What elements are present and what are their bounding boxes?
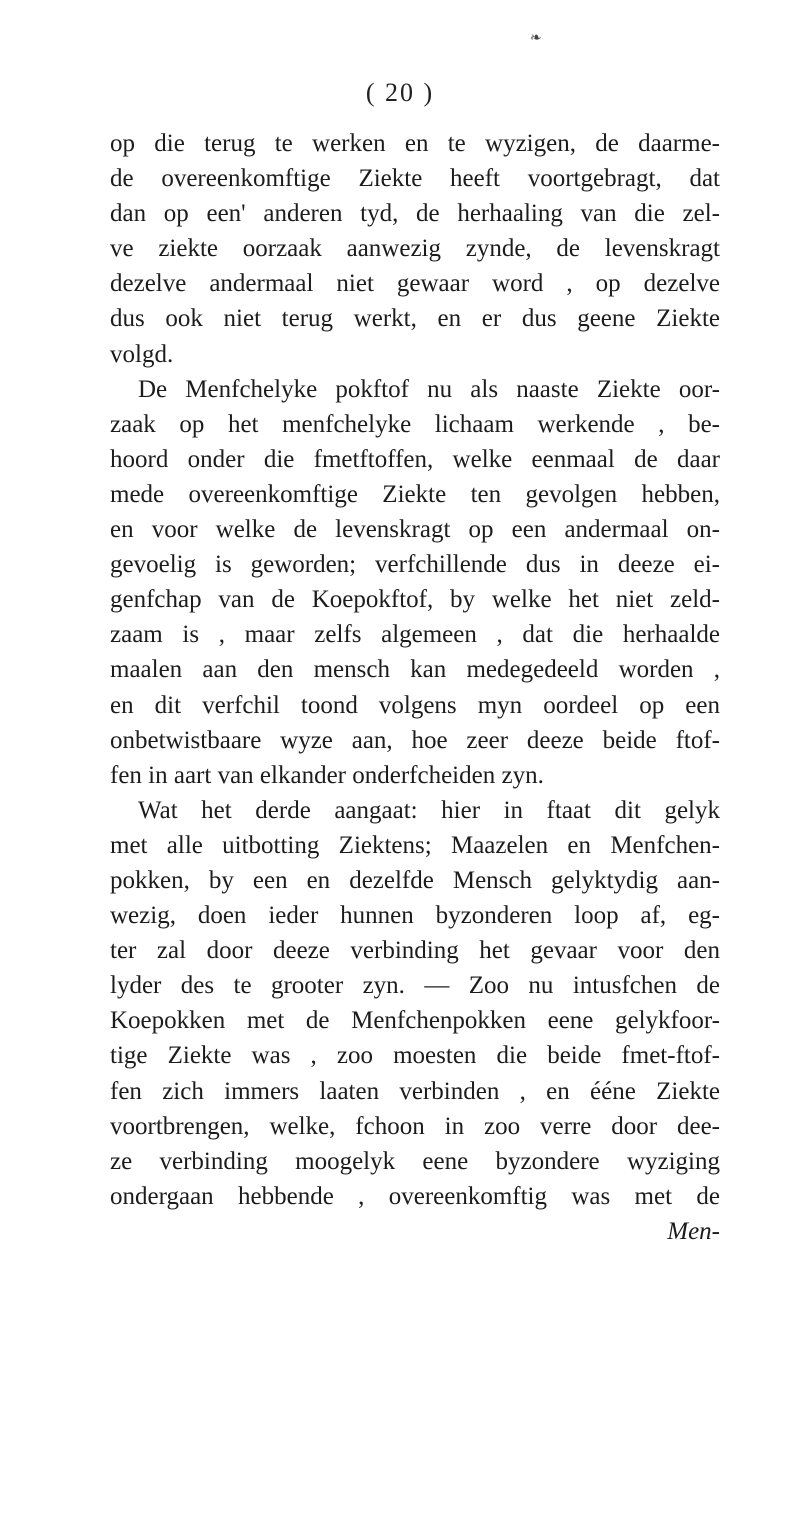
text-line: dezelve andermaal niet gewaar word , op dezelve [110, 270, 720, 298]
paragraph-start-line: Wat het derde aangaat: hier in ftaat dit gelyk [138, 796, 720, 824]
page-number: ( 20 ) [365, 78, 435, 107]
text-line: lyder des te grooter zyn. — Zoo nu intusfchen de [110, 972, 720, 1000]
text-line: ze verbinding moogelyk eene byzondere wyziging [110, 1147, 720, 1175]
text-line: ve ziekte oorzaak aanwezig zynde, de levenskragt [110, 235, 720, 263]
text-line: zaak op het menfchelyke lichaam werkende , be- [110, 410, 720, 438]
text-line: zaam is , maar zelfs algemeen , dat die herhaalde [110, 621, 720, 649]
text-line: onbetwistbaare wyze aan, hoe zeer deeze beide ftof- [110, 726, 720, 754]
text-line: genfchap van de Koepokftof, by welke het niet zeld- [110, 586, 720, 614]
text-line: voortbrengen, welke, fchoon in zoo verre door dee- [110, 1112, 720, 1140]
text-line: hoord onder die fmetftoffen, welke eenmaal de daar [110, 445, 720, 473]
text-line: mede overeenkomftige Ziekte ten gevolgen hebben, [110, 480, 720, 508]
text-line: en dit verfchil toond volgens myn oordeel op een [110, 691, 720, 719]
text-line: ondergaan hebbende , overeenkomftig was met de [110, 1182, 720, 1210]
text-line: fen zich immers laaten verbinden , en éénе Ziekte [110, 1077, 720, 1105]
text-line: volgd. [110, 340, 174, 368]
text-line: Koepokken met de Menfchenpokken eene gelykfoor- [110, 1007, 720, 1035]
text-line: dus ook niet terug werkt, en er dus geene Ziekte [110, 305, 720, 333]
text-line: dan op een' anderen tyd, de herhaaling van die zel- [110, 200, 720, 228]
text-line: fen in aart van elkander onderfcheiden zyn. [110, 761, 544, 789]
text-line: wezig, doen ieder hunnen byzonderen loop af, eg- [110, 902, 720, 930]
text-line: gevoelig is geworden; verfchillende dus in deeze ei- [110, 551, 720, 579]
text-line: tige Ziekte was , zoo moesten die beide fmet-ftof- [110, 1042, 720, 1070]
text-line: op die terug te werken en te wyzigen, de daarme- [110, 130, 720, 157]
text-line: pokken, by een en dezelfde Mensch gelyktydig aan- [110, 866, 720, 894]
text-line: met alle uitbotting Ziektens; Maazelen en Menfchen- [110, 831, 720, 859]
paragraph-start-line: De Menfchelyke pokftof nu als naaste Ziekte oor- [138, 375, 720, 403]
catchword: Men- [667, 1217, 720, 1245]
text-line: en voor welke de levenskragt op een andermaal on- [110, 516, 720, 544]
printer-mark: ❧ [530, 31, 542, 46]
text-line: ter zal door deeze verbinding het gevaar voor den [110, 937, 720, 965]
text-line: de overeenkomftige Ziekte heeft voortgebragt, dat [110, 165, 720, 193]
body-text [110, 126, 720, 1249]
text-line: maalen aan den mensch kan medegedeeld worden , [110, 656, 720, 684]
